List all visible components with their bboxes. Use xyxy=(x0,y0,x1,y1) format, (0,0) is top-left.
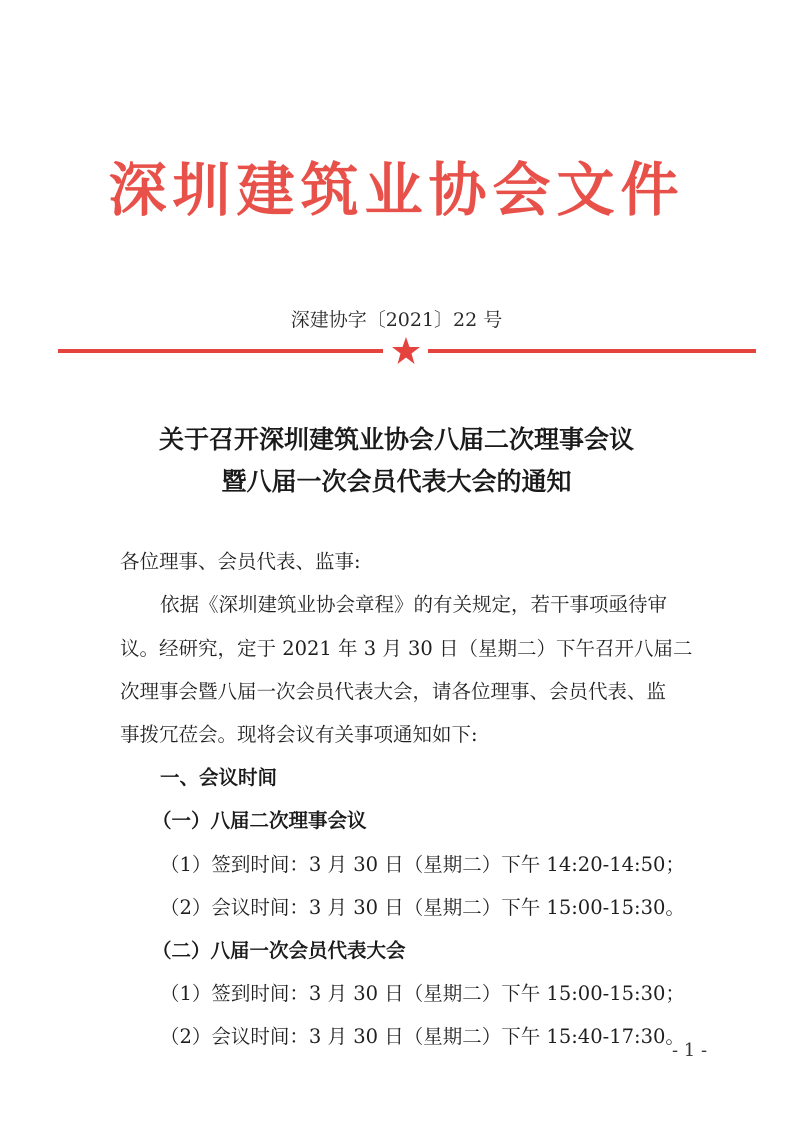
intro-line-4: 事拨冗莅会。现将会议有关事项通知如下: xyxy=(120,723,478,746)
intro-line-2: 议。经研究，定于 2021 年 3 月 30 日（星期二）下午召开八届二 xyxy=(120,637,693,660)
council-signin-time: （1）签到时间：3 月 30 日（星期二）下午 14:20-14:50； xyxy=(160,853,685,876)
notice-title-line-2: 暨八届一次会员代表大会的通知 xyxy=(221,467,572,496)
document-number: 深建协字〔2021〕22 号 xyxy=(290,309,503,331)
congress-signin-time: （1）签到时间：3 月 30 日（星期二）下午 15:00-15:30； xyxy=(160,982,685,1005)
issuing-organization-title: 深圳建筑业协会文件 xyxy=(108,156,685,224)
council-meeting-time: （2）会议时间：3 月 30 日（星期二）下午 15:00-15:30。 xyxy=(160,896,685,919)
notice-title-line-1: 关于召开深圳建筑业协会八届二次理事会议 xyxy=(158,425,634,454)
congress-meeting-time: （2）会议时间：3 月 30 日（星期二）下午 15:40-17:30。 xyxy=(160,1025,685,1048)
page-number: - 1 - xyxy=(672,1040,708,1061)
section-heading-meeting-time: 一、会议时间 xyxy=(160,766,278,789)
red-star-icon xyxy=(391,336,421,366)
intro-line-1: 依据《深圳建筑业协会章程》的有关规定，若干事项亟待审 xyxy=(160,593,668,616)
subsection-heading-member-congress: （二）八届一次会员代表大会 xyxy=(152,939,406,962)
intro-line-3: 次理事会暨八届一次会员代表大会，请各位理事、会员代表、监 xyxy=(120,680,667,703)
subsection-heading-council-meeting: （一）八届二次理事会议 xyxy=(152,809,367,832)
red-divider-left xyxy=(58,349,383,353)
red-divider-right xyxy=(428,349,756,353)
salutation: 各位理事、会员代表、监事: xyxy=(120,550,361,573)
